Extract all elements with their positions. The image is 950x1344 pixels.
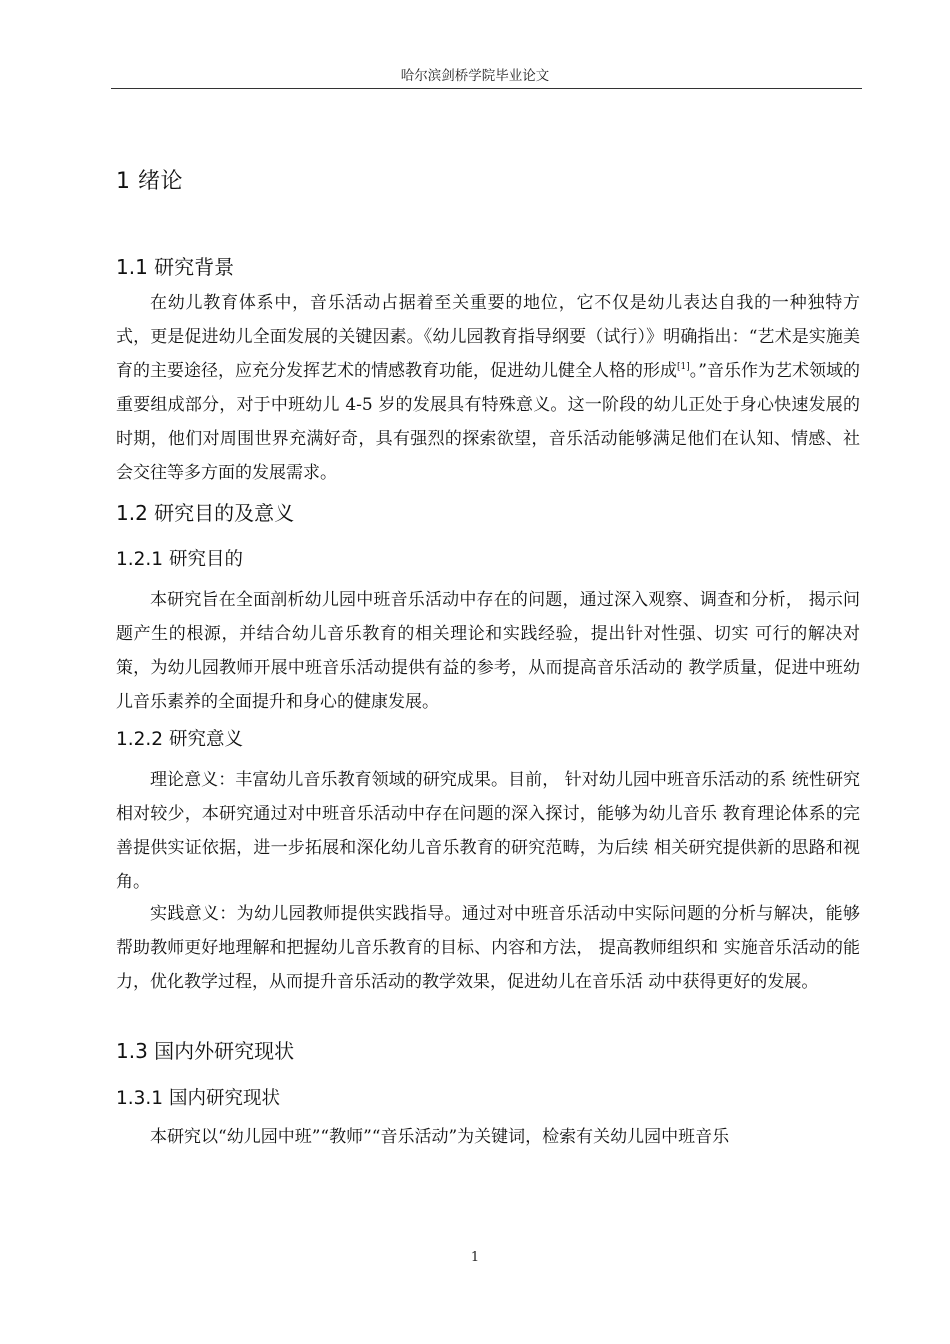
chapter-title: 1 绪论 [116, 169, 183, 194]
paragraph-purpose: 本研究旨在全面剖析幼儿园中班音乐活动中存在的问题，通过深入观察、调查和分析， 揭示问题产生的根源，并结合幼儿音乐教育的相关理论和实践经验，提出针对性强、切实 可行的解决对策，为幼儿园教师开展中班音乐活动提供有益的参考，从而提高音乐活动的 教学质量，促进中班幼儿音乐素养的全面提升和身心的健康发展。 [116, 590, 860, 712]
page-number: 1 [470, 1250, 480, 1265]
citation-marker: [1] [677, 362, 690, 372]
section-heading-1-2: 1.2 研究目的及意义 [116, 501, 295, 525]
paragraph-significance-theory: 理论意义：丰富幼儿音乐教育领域的研究成果。目前， 针对幼儿园中班音乐活动的系 统性研究相对较少，本研究通过对中班音乐活动中存在问题的深入探讨，能够为幼儿音乐 教育理论体系的完善提供实证依据，进一步拓展和深化幼儿音乐教育的研究范畴，为后续 相关研究提供新的思路和视角。 [116, 770, 860, 892]
paragraph-background [116, 286, 860, 490]
subsection-heading-1-3-1: 1.3.1 国内研究现状 [116, 1088, 280, 1109]
paragraph-background-text-2: 。”音乐作为艺术领域的重要组成部分，对于中班幼儿 4-5 岁的发展具有特殊意义。这一阶段的幼儿正处于身心快速发展的时期，他们对周围世界充满好奇，具有强烈的探索欲望，音乐活动能够满足他们在认知、情感、社会交往等多方面的发展需求。 [116, 361, 860, 483]
header-divider [111, 88, 862, 89]
paragraph-significance-practice: 实践意义：为幼儿园教师提供实践指导。通过对中班音乐活动中实际问题的分析与解决，能够帮助教师更好地理解和把握幼儿音乐教育的目标、内容和方法， 提高教师组织和 实施音乐活动的能力，优化教学过程，从而提升音乐活动的教学效果，促进幼儿在音乐活 动中获得更好的发展。 [116, 904, 860, 992]
running-header: 哈尔滨剑桥学院毕业论文 [400, 68, 550, 84]
section-heading-1-1: 1.1 研究背景 [116, 255, 235, 279]
subsection-heading-1-2-1: 1.2.1 研究目的 [116, 549, 243, 570]
paragraph-domestic-status: 本研究以“幼儿园中班”“教师”“音乐活动”为关键词，检索有关幼儿园中班音乐 [150, 1127, 730, 1147]
paragraph-background-text-1: 在幼儿教育体系中，音乐活动占据着至关重要的地位，它不仅是幼儿表达自我的一种独特方式，更是促进幼儿全面发展的关键因素。《幼儿园教育指导纲要（试行）》明确指出：“艺术是实施美育的主要途径，应充分发挥艺术的情感教育功能，促进幼儿健全人格的形成 [116, 293, 860, 381]
subsection-heading-1-2-2: 1.2.2 研究意义 [116, 729, 243, 750]
section-heading-1-3: 1.3 国内外研究现状 [116, 1039, 295, 1063]
